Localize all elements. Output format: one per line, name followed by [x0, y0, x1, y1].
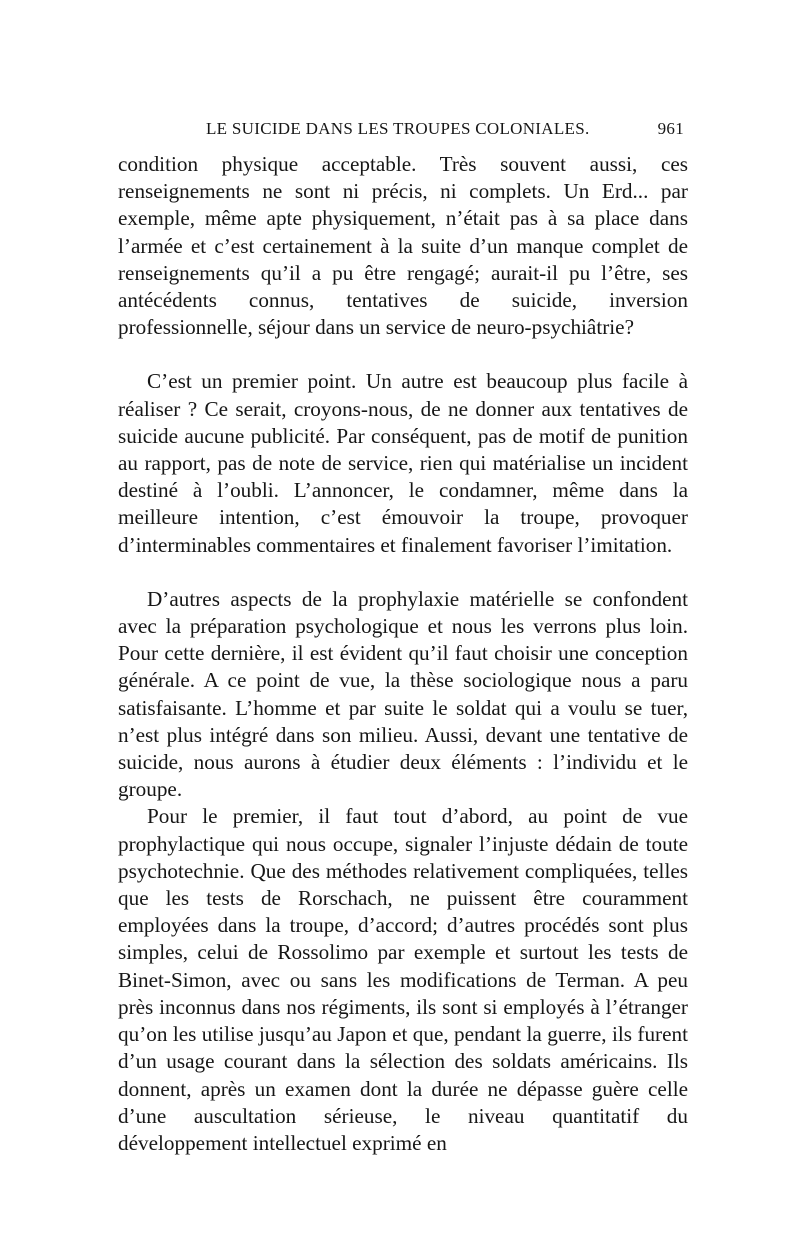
page-number: 961: [657, 119, 684, 138]
paragraph-continuation: condition physique acceptable. Très souvent aussi, ces renseignements ne sont ni précis, ni complets. Un Erd... par exemple, même apte physiquement, n’était pas à sa place dans l’armée et c’est certainement à la suite d’un manque complet de renseignements qu’il a pu être rengagé; aurait-il pu l’être, ses antécédents connus, tentatives de suicide, inversion professionnelle, séjour dans un service de neuro-psychiâtrie?: [118, 152, 688, 340]
paragraph-prophylaxis: D’autres aspects de la prophylaxie matérielle se confondent avec la préparation psychologique et nous les verrons plus loin. Pour cette dernière, il est évident qu’il faut choisir une conception générale. A ce point de vue, la thèse sociologique nous a paru satisfaisante. L’homme et par suite le soldat qui a voulu se tuer, n’est plus intégré dans son milieu. Aussi, devant une tentative de suicide, nous aurons à étudier deux éléments : l’individu et le groupe.: [118, 586, 688, 802]
body-text: [118, 151, 688, 1157]
running-head-title: LE SUICIDE DANS LES TROUPES COLONIALES.: [206, 119, 590, 138]
paragraph-publicity: C’est un premier point. Un autre est beaucoup plus facile à réaliser ? Ce serait, croyons-nous, de ne donner aux tentatives de suicide aucune publicité. Par conséquent, pas de motif de punition au rapport, pas de note de service, rien qui matérialise un incident destiné à l’oubli. L’annoncer, le condamner, même dans la meilleure intention, c’est émouvoir la troupe, provoquer d’interminables commentaires et finalement favoriser l’imitation.: [118, 369, 688, 557]
paragraph-psychotechnics: Pour le premier, il faut tout d’abord, au point de vue prophylactique qui nous occupe, signaler l’injuste dédain de toute psychotechnie. Que des méthodes relativement compliquées, telles que les tests de Rorschach, ne puissent être couramment employées dans la troupe, d’accord; d’autres procédés sont plus simples, celui de Rossolimo par exemple et surtout les tests de Binet-Simon, avec ou sans les modifications de Terman. A peu près inconnus dans nos régiments, ils sont si employés à l’étranger qu’on les utilise jusqu’au Japon et que, pendant la guerre, ils furent d’un usage courant dans la sélection des soldats américains. Ils donnent, après un examen dont la durée ne dépasse guère celle d’une auscultation sérieuse, le niveau quantitatif du développement intellectuel exprimé en: [118, 804, 688, 1155]
running-head: [206, 119, 684, 141]
